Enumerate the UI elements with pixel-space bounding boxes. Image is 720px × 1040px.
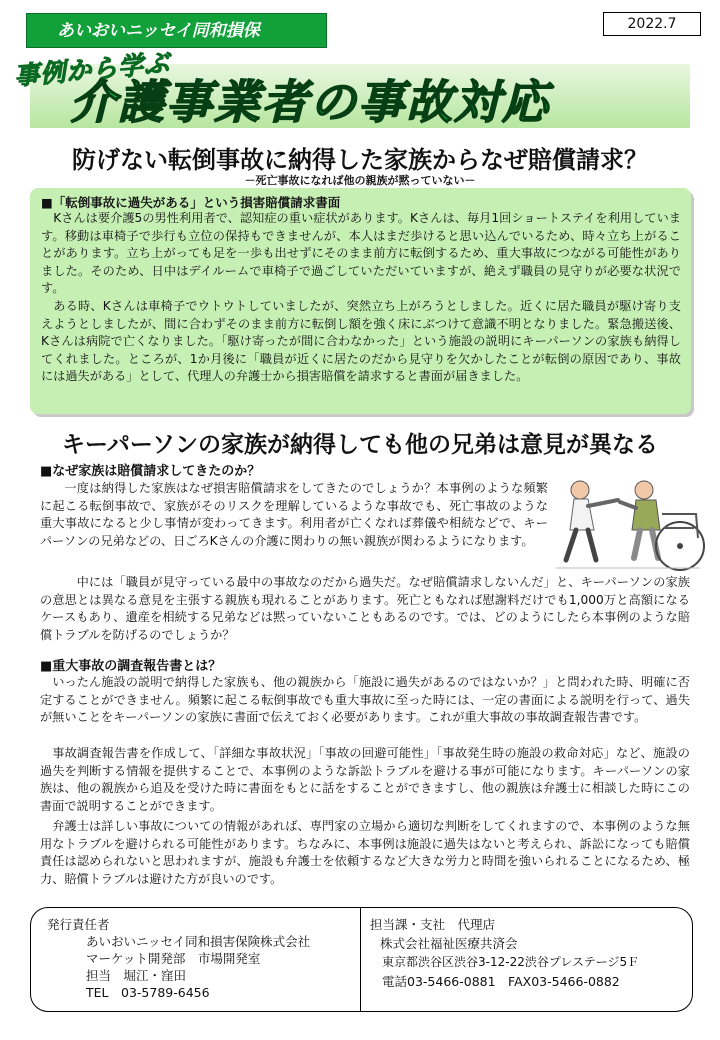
series-title: 介護事業者の事故対応 xyxy=(70,75,550,129)
agent-company: 株式会社福祉医療共済会 xyxy=(380,936,518,951)
caregiver-arm-icon xyxy=(588,500,618,506)
caregiver-head-icon xyxy=(571,481,589,499)
brand-label xyxy=(26,13,327,48)
publisher-person: 担当 堀江・窪田 xyxy=(86,968,187,983)
publisher-company: あいおいニッセイ同和損害保険株式会社 xyxy=(86,934,311,949)
resident-legs-icon xyxy=(634,530,658,558)
caregiver-and-wheelchair-illustration xyxy=(548,468,708,580)
footer-box xyxy=(30,907,693,1012)
issue-date: 2022.7 xyxy=(603,12,701,36)
agent-address: 東京都渋谷区渋谷3-12-22渋谷プレステージ5Ｆ xyxy=(382,955,640,969)
resident-arm-icon xyxy=(620,502,636,508)
wheelchair-hub-icon xyxy=(677,543,683,549)
agent-phone: 電話03-5466-0881 FAX03-5466-0882 xyxy=(382,974,620,989)
q2-paragraph-3: 弁護士は詳しい事故についての情報があれば、専門家の立場から適切な判断をしてくれますので、本事例のような無用なトラブルを避けられる可能性があります。ちなみに、本事例は施設に過失はないと考えられ、訴訟になっても賠償責任は認められないと思われますが、施設も弁護士を依頼するなど大きな労力と時間を強いられることになるため、極力、賠償トラブルは避けた方が良いのです。 xyxy=(40,819,690,886)
q2-paragraph-1: いったん施設の説明で納得した家族も、他の親族から「施設に過失があるのではないか？」と問われた時、明確に否定することができません。頻繁に起こる転倒事故でも重大事故に至った時には、一定の書面による説明を行って、過失が無いことをキーパーソンの家族に書面で伝えておく必要があります。これが重大事故の事故調査報告書です。 xyxy=(40,675,690,724)
agent-label: 担当課・支社 代理店 xyxy=(370,917,496,932)
case-heading: ■「転倒事故に過失がある」という損害賠償請求書面 xyxy=(41,195,341,210)
section-2-title: キーパーソンの家族が納得しても他の兄弟は意見が異なる xyxy=(62,432,658,458)
q1-paragraph-1: 一度は納得した家族はなぜ損害賠償請求をしてきたのでしょうか？本事例のような頻繁に起こる転倒事故で、家族がそのリスクを理解しているような事故でも、死亡事故のような重大事故になると少し事情が変わってきます。利用者が亡くなれば葬儀や相続などで、キーパーソンの兄弟などの、日ごろKさんの介護に関わりの無い親族が関わるようになります。 xyxy=(40,481,548,548)
publisher-tel: TEL 03-5789-6456 xyxy=(86,985,210,1000)
q2-paragraph-2: 事故調査報告書を作成して、「詳細な事故状況」「事故の回避可能性」「事故発生時の施設の救命対応」など、施設の過失を判断する情報を提供することで、本事例のような訴訟トラブルを避ける事が可能になります。キーパーソンの家族は、他の親族から追及を受けた時に書面をもとに話をすることができますし、他の親族は弁護士に相談した時にこの書面で説明することができます。 xyxy=(40,746,690,813)
headline: 防げない転倒事故に納得した家族からなぜ賠償請求？ xyxy=(72,146,648,174)
resident-body-icon xyxy=(632,500,660,530)
case-paragraph-2: ある時、Kさんは車椅子でウトウトしていましたが、突然立ち上がろうとしました。近くに居た職員が駆け寄り支えようとしましたが、間に合わずそのまま前方に転倒し額を強く床にぶつけて意識不明となりました。緊急搬送後、Kさんは病院で亡くなりました。「駆け寄ったが間に合わなかった」という施設の説明にキーパーソンの家族も納得してくれました。ところが、1か月後に「職員が近くに居たのだから見守りを欠かしたことが転倒の原因であり、事故には過失がある」として、代理人の弁護士から損害賠償を請求すると書面が届きました。 xyxy=(41,299,681,383)
footer-divider xyxy=(360,908,361,1011)
series-subtitle: 事例から学ぶ xyxy=(13,48,172,91)
brand-text: あいおいニッセイ同和損保 xyxy=(57,21,260,41)
caregiver-legs-icon xyxy=(566,530,596,560)
case-paragraph-1: Kさんは要介護5の男性利用者で、認知症の重い症状があります。Kさんは、毎月1回ショートステイを利用しています。移動は車椅子で歩行も立位の保持もできませんが、本人はまだ歩けると思い込んでいるため、時々立ち上がることがあります。立ち上がっても足を一歩も出せずにそのまま前方に転倒するため、重大事故につながる可能性がありました。そのため、日中はデイルームで車椅子で過ごしていただいていますが、絶えず職員の見守りが必要な状況です。 xyxy=(41,211,681,295)
publisher-label: 発行責任者 xyxy=(47,917,110,932)
q1-paragraph-2: 中には「職員が見守っている最中の事故なのだから過失だ。なぜ賠償請求しないんだ」と、キーパーソンの家族の意思とは異なる意見を主張する親族も現れることがあります。死亡ともなれば慰謝料だけでも1,000万と高額になるケースもあり、遺産を相続する兄弟などは黙っていないこともあるのです。では、どのようにしたら本事例のような賠償トラブルを防げるのでしょうか？ xyxy=(40,575,690,642)
q2-heading: ■重大事故の調査報告書とは？ xyxy=(40,659,222,674)
resident-head-icon xyxy=(635,481,653,499)
publisher-department: マーケット開発部 市場開発室 xyxy=(86,951,261,966)
q1-heading: ■なぜ家族は賠償請求してきたのか？ xyxy=(40,464,261,479)
subheadline: －死亡事故になれば他の親族が黙っていない－ xyxy=(244,174,476,187)
